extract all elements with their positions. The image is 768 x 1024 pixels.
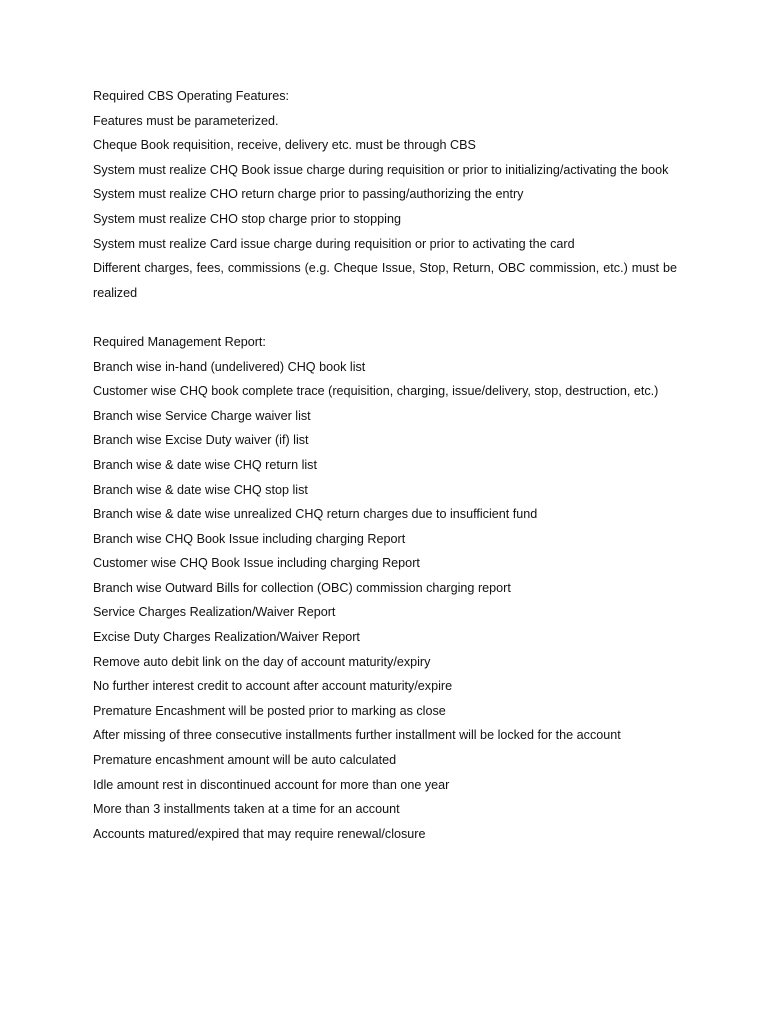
report-item: Branch wise in-hand (undelivered) CHQ book list (93, 359, 366, 374)
report-item: More than 3 installments taken at a time for an account (93, 802, 400, 817)
feature-item: System must realize CHO stop charge prior to stopping (93, 211, 401, 226)
section-spacer (93, 305, 677, 330)
report-item: Branch wise Excise Duty waiver (if) list (93, 433, 309, 448)
feature-item: System must realize Card issue charge during requisition or prior to activating the card (93, 236, 575, 251)
report-item: Service Charges Realization/Waiver Report (93, 605, 336, 620)
report-item: Branch wise CHQ Book Issue including charging Report (93, 531, 406, 546)
report-item: Customer wise CHQ book complete trace (requisition, charging, issue/delivery, stop, destruction, etc.) (93, 384, 659, 399)
feature-item: Different charges, fees, commissions (e.g. Cheque Issue, Stop, Return, OBC commission, etc.) must be realized (93, 261, 677, 300)
report-item: Accounts matured/expired that may require renewal/closure (93, 826, 426, 841)
feature-item: Features must be parameterized. (93, 113, 279, 128)
report-item: Branch wise & date wise CHQ return list (93, 457, 317, 472)
report-item: Idle amount rest in discontinued account for more than one year (93, 777, 450, 792)
feature-item: Cheque Book requisition, receive, delivery etc. must be through CBS (93, 138, 476, 153)
feature-item: System must realize CHQ Book issue charge during requisition or prior to initializing/activating the book (93, 162, 669, 177)
section-heading-cbs-features: Required CBS Operating Features: (93, 89, 290, 103)
feature-item: System must realize CHO return charge prior to passing/authorizing the entry (93, 187, 524, 202)
report-item: Branch wise Service Charge waiver list (93, 408, 311, 423)
report-item: After missing of three consecutive installments further installment will be locked for the account (93, 728, 621, 743)
section-heading-management-report: Required Management Report: (93, 334, 266, 349)
report-item: Remove auto debit link on the day of account maturity/expiry (93, 654, 431, 669)
report-item: Premature encashment amount will be auto calculated (93, 753, 397, 768)
report-item: Branch wise & date wise CHQ stop list (93, 482, 308, 497)
report-item: No further interest credit to account after account maturity/expire (93, 679, 453, 694)
document-page (93, 84, 677, 846)
report-item: Branch wise & date wise unrealized CHQ return charges due to insufficient fund (93, 507, 538, 522)
report-item: Premature Encashment will be posted prior to marking as close (93, 703, 446, 718)
report-item: Customer wise CHQ Book Issue including charging Report (93, 556, 420, 571)
report-item: Excise Duty Charges Realization/Waiver Report (93, 630, 360, 645)
report-item: Branch wise Outward Bills for collection (OBC) commission charging report (93, 580, 511, 595)
